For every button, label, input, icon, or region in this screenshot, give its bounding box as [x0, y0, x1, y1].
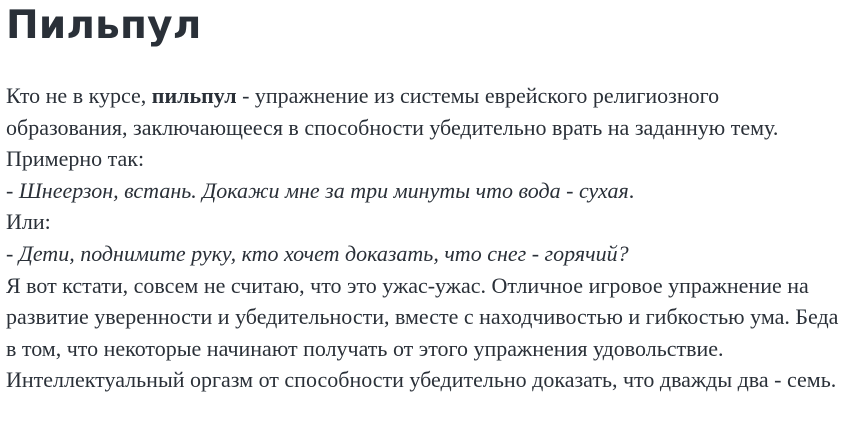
- article-title: Пильпул: [6, 3, 202, 48]
- example-line-1: [6, 175, 842, 207]
- example-line-2: [6, 238, 842, 270]
- example-2-quote: Дети, поднимите руку, кто хочет доказать, что снег - горячий?: [18, 240, 629, 266]
- example-intro: Примерно так:: [6, 146, 145, 172]
- intro-suffix: - упражнение из системы еврейского религиозного образования, заключающееся в способности убедительно врать на заданную тему.: [6, 83, 779, 140]
- example-1-end: .: [628, 177, 635, 203]
- article: [6, 0, 842, 396]
- example-2-dash: -: [6, 240, 19, 266]
- or-label: Или:: [6, 209, 51, 235]
- example-1-quote: Шнеерзон, встань. Докажи мне за три минуты что вода - сухая: [18, 177, 629, 203]
- intro-paragraph: [6, 80, 842, 143]
- article-body: [6, 80, 842, 396]
- opinion-paragraph: Я вот кстати, совсем не считаю, что это ужас-ужас. Отличное игровое упражнение на развитие уверенности и убедительности, вместе с находчивостью и гибкостью ума. Беда в том, что некоторые начинают получать от этого упражнения удовольствие. Интеллектуальный оргазм от способности убедительно доказать, что дважды два - семь.: [6, 272, 839, 393]
- intro-prefix: Кто не в курсе,: [6, 83, 152, 108]
- term-pilpul: пильпул: [151, 83, 237, 108]
- example-1-dash: -: [6, 177, 19, 203]
